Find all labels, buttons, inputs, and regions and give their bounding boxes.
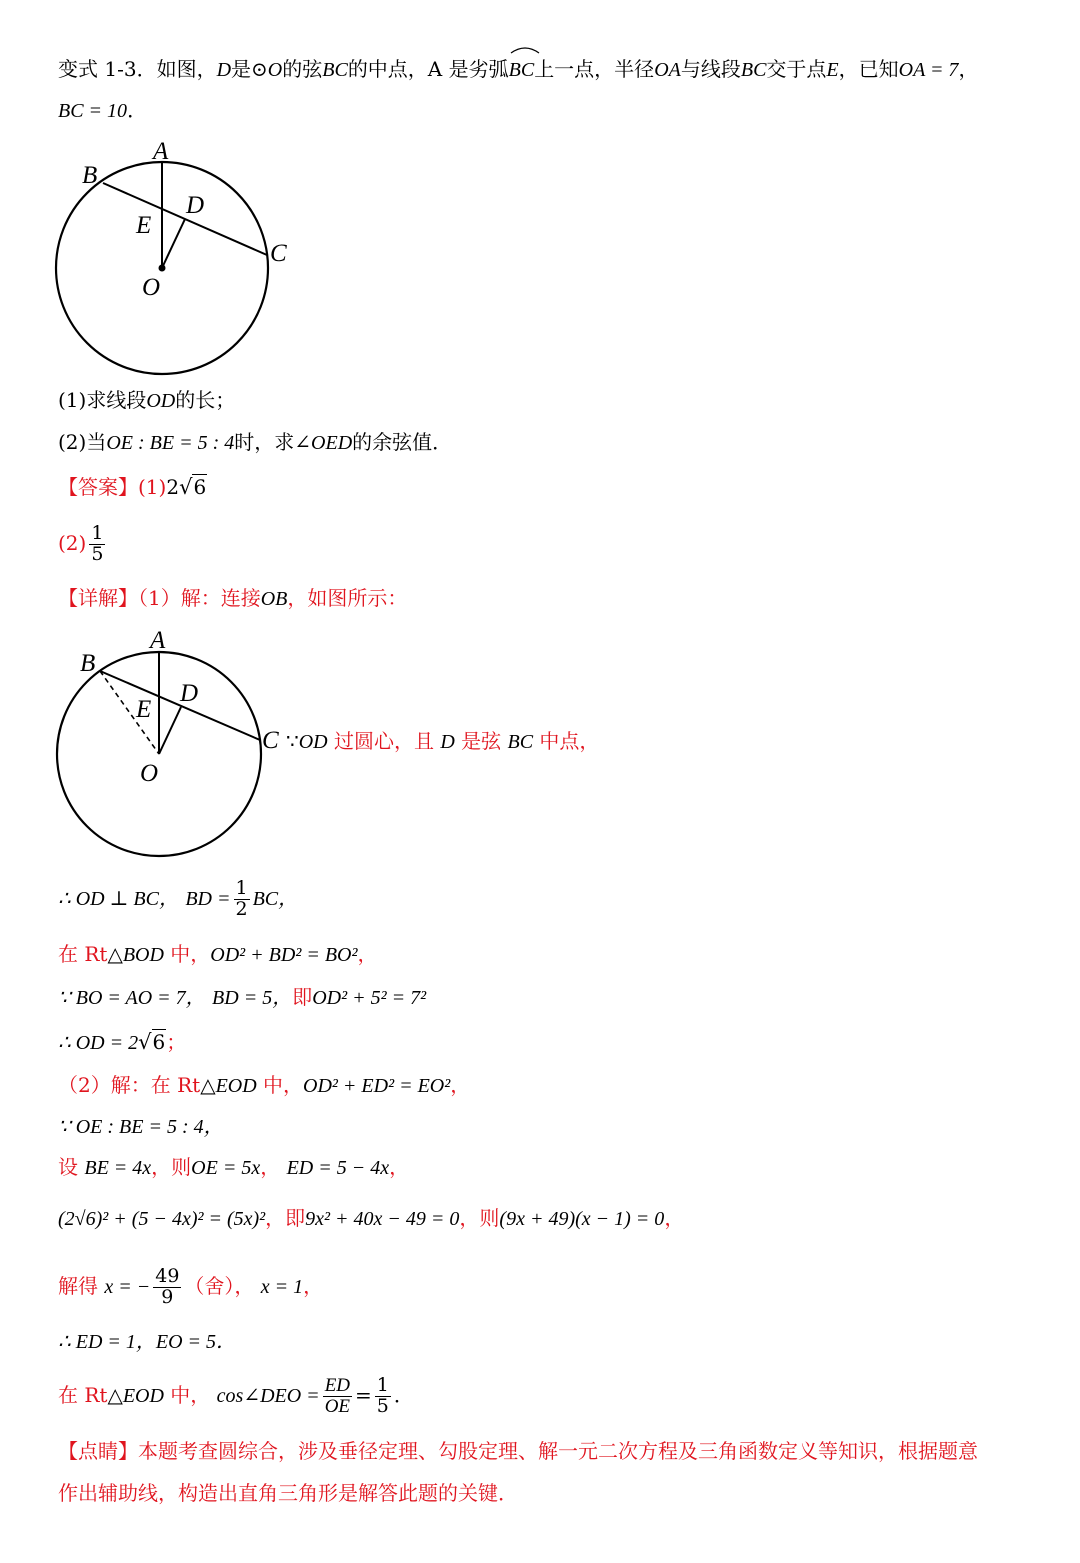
label-b: B	[82, 162, 98, 189]
fraction: $\frac{1}{2}$	[235, 877, 248, 920]
fraction: $\frac{ED}{OE}$	[324, 1375, 351, 1417]
solution-step-11: ∴ ED = 1，EO = 5．	[58, 1331, 237, 1353]
label-e: E	[136, 696, 152, 723]
label-b: B	[80, 650, 96, 677]
solution-step-9: (2√6)² + (5 − 4x)² = (5x)²，即9x² + 40x − 49 = 0，则(9x + 49)(x − 1) = 0，	[58, 1206, 685, 1230]
solution-tag: 【详解】	[58, 586, 138, 610]
figure-1	[40, 135, 300, 380]
comment-line-1: 【点睛】本题考查圆综合，涉及垂径定理、勾股定理、解一元二次方程及三角函数定义等知识，根据题意	[58, 1439, 978, 1463]
answer-part-1: 【答案】(1)2√6	[58, 472, 1050, 502]
solution-step-6: （2）解：在 Rt△EOD 中，OD² + ED² = EO²，	[58, 1073, 471, 1097]
arc-bc: BC	[509, 50, 535, 85]
fraction: $\frac{1}{5}$	[376, 1374, 389, 1417]
center-point-o	[159, 265, 166, 272]
label-a: A	[153, 138, 169, 165]
fraction: $\frac{49}{9}$	[155, 1265, 180, 1308]
solution-step-3: 在 Rt△BOD 中，OD² + BD² = BO²，	[58, 942, 378, 966]
label-c: C	[270, 240, 287, 267]
problem-stem-line-1: 变式 1-3．如图，D是⊙O的弦BC的中点，A 是劣弧 BC上一点，半径OA与线段BC交于点E，已知OA = 7，	[58, 50, 1050, 85]
label-c: C	[262, 727, 279, 754]
label-d: D	[186, 192, 205, 219]
comment-line-2: 作出辅助线，构造出直角三角形是解答此题的关键．	[58, 1481, 518, 1505]
sqrt: √6	[138, 1030, 166, 1054]
fraction: $\frac{1}{5}$	[91, 522, 104, 565]
solution-step-4: ∵ BO = AO = 7， BD = 5，即OD² + 5² = 7²	[58, 985, 427, 1009]
solution-step-12: 在 Rt△EOD 中， cos∠DEO = $\frac{ED}{OE}$ = $\frac{1}{5}$ ．	[58, 1374, 414, 1417]
label-o: O	[142, 274, 161, 301]
solution-step-2: ∴ OD ⊥ BC， BD = $\frac{1}{2}$ BC，	[58, 877, 299, 920]
question-1: (1)求线段OD的长；	[58, 388, 236, 412]
answer-tag: 【答案】	[58, 475, 138, 499]
figure-2	[40, 625, 300, 865]
sqrt: √6	[179, 475, 207, 499]
label-d: D	[180, 680, 199, 707]
label-o: O	[140, 760, 159, 787]
solution-step-10: 解得 x = − $\frac{49}{9}$ （舍）， x = 1，	[58, 1265, 324, 1308]
arc-mark-icon	[509, 46, 541, 54]
segment-od	[162, 219, 185, 268]
label-a: A	[150, 627, 166, 654]
label-e: E	[136, 212, 152, 239]
problem-stem-line-2: BC = 10．	[58, 98, 148, 122]
segment-od	[159, 707, 181, 754]
solution-step-5: ∴ OD = 2√6；	[58, 1027, 1050, 1058]
solution-step-1: ∵OD 过圆心，且 D 是弦 BC 中点，	[286, 729, 600, 753]
solution-intro: 【详解】（1）解：连接OB，如图所示：	[58, 586, 408, 610]
solution-step-7: ∵ OE : BE = 5 : 4，	[58, 1116, 224, 1138]
question-2: (2)当OE : BE = 5 : 4时，求∠OED的余弦值．	[58, 430, 453, 454]
comment-tag: 【点睛】	[58, 1439, 138, 1463]
solution-step-8: 设 BE = 4x，则OE = 5x， ED = 5 − 4x，	[58, 1155, 410, 1179]
answer-part-2: (2) $\frac{1}{5}$	[58, 522, 104, 565]
